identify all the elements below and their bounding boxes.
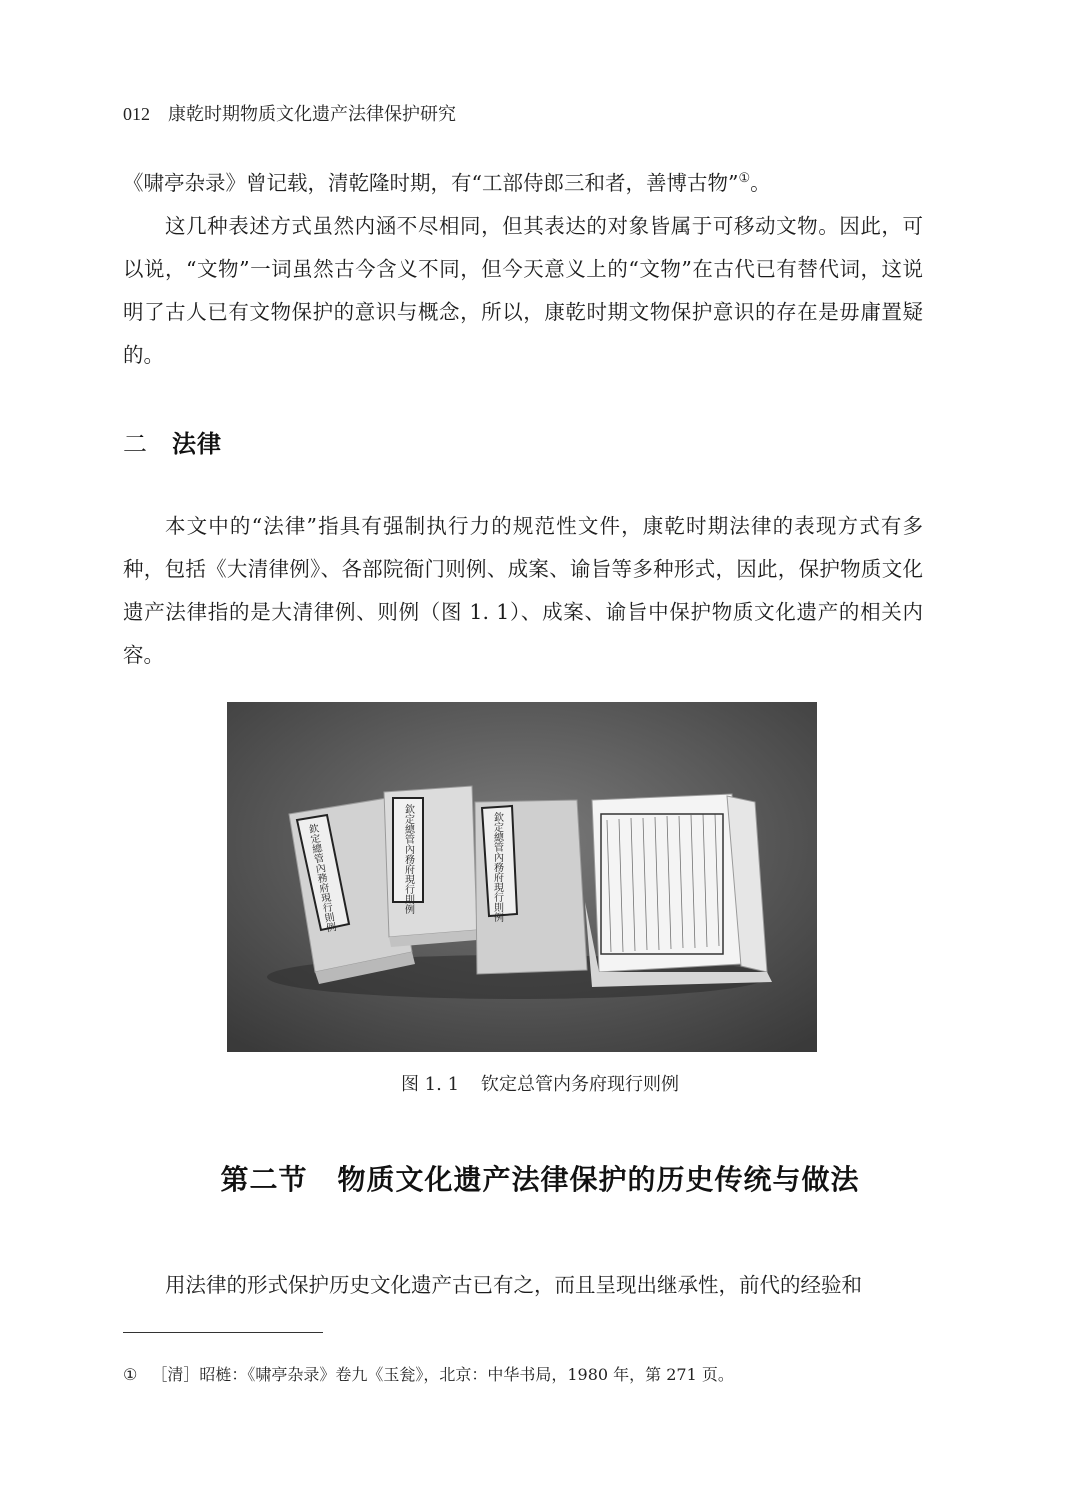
paragraph-end: 。 — [750, 171, 771, 195]
figure-caption-text: 钦定总管内务府现行则例 — [481, 1074, 680, 1095]
spine-label-1: 欽定總管內務府現行則例 — [305, 823, 336, 934]
running-header — [123, 100, 456, 126]
footnote-divider — [123, 1332, 323, 1333]
books-photo — [227, 702, 817, 1052]
book-title: 康乾时期物质文化遗产法律保护研究 — [168, 104, 456, 125]
page-number: 012 — [123, 104, 150, 124]
paragraph-text: 《啸亭杂录》曾记载，清乾隆时期，有“工部侍郎三和者，善博古物” — [123, 171, 739, 195]
figure-photo — [227, 702, 817, 1052]
footnote-text: ［清］昭梿：《啸亭杂录》卷九《玉瓮》，北京：中华书局，1980 年，第 271 页。 — [151, 1365, 734, 1384]
spine-label-2: 欽定總管內務府現行則例 — [402, 804, 414, 914]
footnote — [123, 1362, 943, 1385]
section-heading — [123, 424, 222, 459]
paragraph-history: 用法律的形式保护历史文化遗产古已有之，而且呈现出继承性，前代的经验和 — [165, 1273, 862, 1297]
section-number: 二 — [123, 430, 148, 458]
figure-label: 图 1. 1 — [400, 1074, 460, 1095]
chapter-title: 物质文化遗产法律保护的历史传统与做法 — [337, 1163, 860, 1196]
figure-caption — [0, 1070, 1080, 1096]
footnote-reference[interactable]: ① — [738, 171, 751, 187]
spine-label-3: 欽定總管內務府現行則例 — [491, 812, 503, 922]
paragraph-law-definition: 本文中的“法律”指具有强制执行力的规范性文件，康乾时期法律的表现方式有多种，包括《大清律例》、各部院衙门则例、成案、谕旨等多种形式，因此，保护物质文化遗产法律指的是大清律例、则例（图 1. 1）、成案、谕旨中保护物质文化遗产的相关内容。 — [123, 514, 923, 667]
paragraph-movable-relics: 这几种表述方式虽然内涵不尽相同，但其表达的对象皆属于可移动文物。因此，可以说，“文物”一词虽然古今含义不同，但今天意义上的“文物”在古代已有替代词，这说明了古人已有文物保护的意识与概念，所以，康乾时期文物保护意识的存在是毋庸置疑的。 — [123, 214, 923, 367]
section-title: 法律 — [172, 429, 222, 458]
footnote-mark: ① — [123, 1365, 138, 1384]
chapter-heading — [0, 1158, 1080, 1198]
paragraph-quote — [123, 162, 923, 205]
chapter-number: 第二节 — [220, 1163, 308, 1196]
